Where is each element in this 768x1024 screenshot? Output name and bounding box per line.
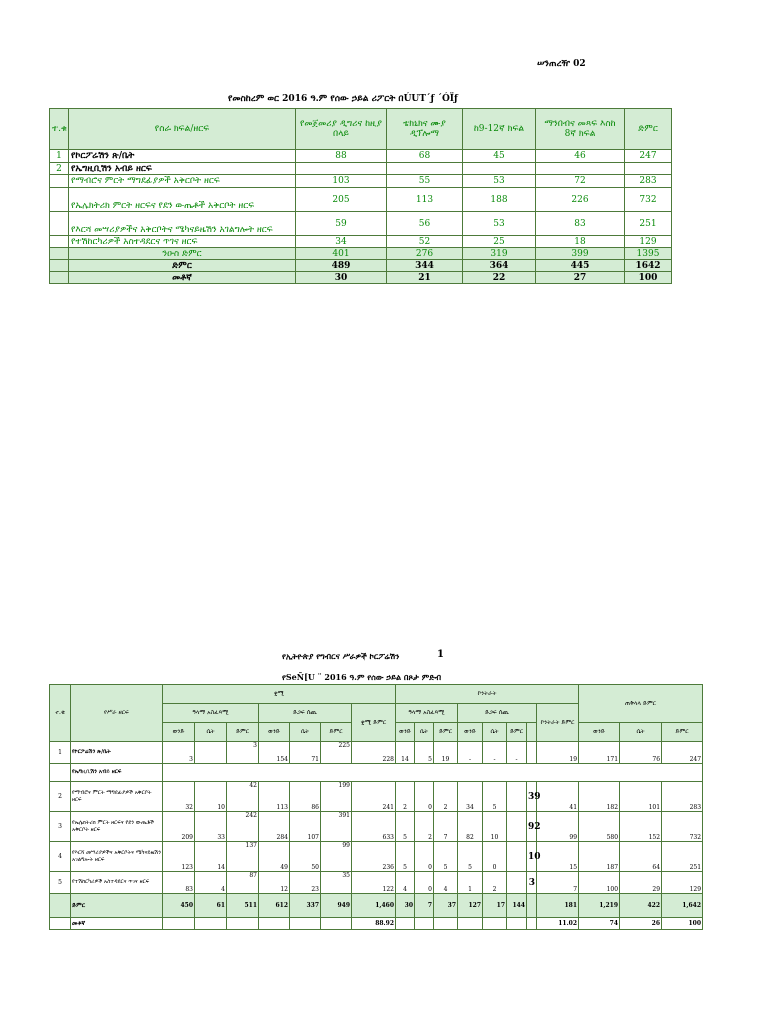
cell-value: 1642: [625, 260, 672, 272]
subtotal-label: ንዑስ ድምር: [69, 248, 296, 260]
row-number: [50, 236, 69, 248]
empty-cell: [50, 248, 69, 260]
cell-value: [259, 918, 290, 930]
cell-value: -: [483, 742, 507, 764]
cell-value: 247: [625, 150, 672, 163]
empty-cell: [50, 260, 69, 272]
cell-value: 399: [536, 248, 625, 260]
cell-value: 19: [434, 742, 458, 764]
cell-value: 99: [321, 842, 352, 872]
row-number: [50, 764, 71, 782]
cell-value: [483, 918, 507, 930]
row-label: የተሽከርካሪዎች አስተዳደርና ጥገና ዘርፍ: [69, 236, 296, 248]
cell-value: 29: [620, 872, 662, 894]
cell-value: 2: [396, 782, 415, 812]
cell-value: 3: [527, 872, 537, 894]
cell-value: 18: [536, 236, 625, 248]
cell-value: 30: [396, 894, 415, 918]
col-perm-group-b: ድጋፍ ሰጪ: [259, 704, 352, 723]
row-label: የማብሮና ምርት ማግደፊያዎች አቅርቦት ዘርፍ: [69, 175, 296, 188]
cell-value: [195, 742, 227, 764]
cell-value: 5: [396, 842, 415, 872]
cell-value: [434, 918, 458, 930]
percent-label: መቶኛ: [69, 272, 296, 284]
subheader: ድምር: [227, 723, 259, 742]
cell-value: 0: [415, 872, 434, 894]
cell-value: 242: [227, 812, 259, 842]
workforce-education-table: [49, 108, 672, 284]
row-label: የእርሻ መሣሪያዎችና አቅርቦትና ሜካናይዜሽን አገልግሎት ዘርፍ: [71, 842, 163, 872]
cell-value: 123: [163, 842, 195, 872]
cell-value: 10: [527, 842, 537, 872]
cell-value: 4: [195, 872, 227, 894]
empty-cell: [50, 272, 69, 284]
cell-value: 445: [536, 260, 625, 272]
cell-value: [527, 742, 537, 764]
subheader: ሴት: [483, 723, 507, 742]
cell-value: 30: [296, 272, 387, 284]
cell-value: 15: [537, 842, 579, 872]
cell-value: 247: [662, 742, 703, 764]
col-perm-group-a: ዓላማ አስፈጻሚ: [163, 704, 259, 723]
cell-value: [507, 842, 527, 872]
row-number: 5: [50, 872, 71, 894]
cell-value: 10: [195, 782, 227, 812]
cell-value: 187: [579, 842, 620, 872]
cell-value: [463, 163, 536, 175]
cell-value: 225: [321, 742, 352, 764]
cell-value: 34: [296, 236, 387, 248]
cell-value: 7: [415, 894, 434, 918]
table1-header-2: የመጀመሪያ ዲግሪና ከዚያ በላይ: [296, 109, 387, 150]
cell-value: 10: [483, 812, 507, 842]
cell-value: 32: [163, 782, 195, 812]
cell-value: [527, 894, 537, 918]
col-permanent: ቋሚ: [163, 685, 396, 704]
cell-value: 26: [620, 918, 662, 930]
row-number: 4: [50, 842, 71, 872]
table2-pct-row: [50, 918, 703, 930]
cell-value: 181: [537, 894, 579, 918]
sum-label: ድምር: [71, 894, 163, 918]
cell-value: 276: [387, 248, 463, 260]
cell-value: 87: [227, 872, 259, 894]
row-label: የኤሌክትሪክ ምርት ዘርፍና የደን ውጤቶች አቅርቦት ዘርፍ: [69, 188, 296, 212]
cell-value: 182: [579, 782, 620, 812]
col-unit: የሥራ ዘርፍ: [71, 685, 163, 742]
cell-value: -: [507, 742, 527, 764]
table1-header-6: ድምር: [625, 109, 672, 150]
cell-value: 113: [259, 782, 290, 812]
empty-cell: [50, 894, 71, 918]
cell-value: 100: [579, 872, 620, 894]
cell-value: 100: [662, 918, 703, 930]
cell-value: 99: [537, 812, 579, 842]
cell-value: 4: [434, 872, 458, 894]
table1-row: [50, 188, 672, 212]
cell-value: 35: [321, 872, 352, 894]
cell-value: 82: [458, 812, 483, 842]
cell-value: 144: [507, 894, 527, 918]
cell-value: 27: [536, 272, 625, 284]
cell-value: 88.92: [352, 918, 396, 930]
cell-value: 50: [290, 842, 321, 872]
cell-value: 580: [579, 812, 620, 842]
cell-value: 55: [387, 175, 463, 188]
row-number: 1: [50, 150, 69, 163]
cell-value: 113: [387, 188, 463, 212]
cell-value: 401: [296, 248, 387, 260]
subheader: ድምር: [321, 723, 352, 742]
cell-value: 88: [296, 150, 387, 163]
row-label: የኮርፖሬሽን ጽ/ቤት: [71, 742, 163, 764]
cell-value: 129: [625, 236, 672, 248]
cell-value: 732: [625, 188, 672, 212]
table1-row: [50, 163, 672, 175]
row-number: [50, 188, 69, 212]
subheader: ድምር: [507, 723, 527, 742]
cell-value: 11.02: [537, 918, 579, 930]
subheader: ወንድ: [458, 723, 483, 742]
cell-value: 2: [415, 812, 434, 842]
table1-header-5: ማንበብና መጻፍ እስከ 8ኛ ክፍል: [536, 109, 625, 150]
table2-row: [50, 842, 703, 872]
subheader: ድምር: [434, 723, 458, 742]
row-number: 1: [50, 742, 71, 764]
table1-row: [50, 175, 672, 188]
subheader: ሴት: [290, 723, 321, 742]
cell-value: 422: [620, 894, 662, 918]
cell-value: 100: [625, 272, 672, 284]
cell-value: 53: [463, 212, 536, 236]
cell-value: 633: [352, 812, 396, 842]
cell-value: 228: [352, 742, 396, 764]
cell-value: 42: [227, 782, 259, 812]
cell-value: [290, 918, 321, 930]
cell-value: 122: [352, 872, 396, 894]
cell-value: 53: [463, 175, 536, 188]
cell-value: [163, 918, 195, 930]
cell-value: [527, 918, 537, 930]
cell-value: [458, 918, 483, 930]
cell-value: 59: [296, 212, 387, 236]
table2-row: [50, 764, 703, 782]
cell-value: 209: [163, 812, 195, 842]
cell-value: [396, 918, 415, 930]
col-cont-group-b: ድጋፍ ሰጪ: [458, 704, 537, 723]
cell-value: 732: [662, 812, 703, 842]
subheader: ወንድ: [579, 723, 620, 742]
cell-value: 205: [296, 188, 387, 212]
cell-value: 226: [536, 188, 625, 212]
cell-value: 319: [463, 248, 536, 260]
empty-cell: [50, 918, 71, 930]
row-number: [50, 175, 69, 188]
cell-value: 5: [396, 812, 415, 842]
col-cont-group-a: ዓላማ አስፈጻሚ: [396, 704, 458, 723]
cell-value: 0: [415, 782, 434, 812]
subheader: ወንድ: [259, 723, 290, 742]
row-label: የኤግዚቢሽን አብይ ዘርፍ: [71, 764, 163, 782]
cell-value: [227, 918, 259, 930]
cell-value: 283: [625, 175, 672, 188]
cell-value: 68: [387, 150, 463, 163]
workforce-gender-table: [49, 684, 703, 930]
cell-value: 56: [387, 212, 463, 236]
cell-value: 72: [536, 175, 625, 188]
table1-header-1: የስራ ክፍል/ዘርፍ: [69, 109, 296, 150]
row-label: የኤሌክትሪክ ምርት ዘርፍና የደን ውጤቶች አቅርቦት ዘርፍ: [71, 812, 163, 842]
cell-value: 3: [227, 742, 259, 764]
cell-value: 71: [290, 742, 321, 764]
cell-value: 33: [195, 812, 227, 842]
row-label: የተሽከርካሪዎች አስተዳደርና ጥገና ዘርፍ: [71, 872, 163, 894]
cell-value: 129: [662, 872, 703, 894]
cell-value: 1,219: [579, 894, 620, 918]
table1-row: [50, 150, 672, 163]
table2-sum-row: [50, 894, 703, 918]
table1-header-3: ቴክኒክና ሙያ ዲፕሎማ: [387, 109, 463, 150]
table1-row: [50, 236, 672, 248]
cell-value: 284: [259, 812, 290, 842]
cell-value: 154: [259, 742, 290, 764]
cell-value: 612: [259, 894, 290, 918]
cell-value: 86: [290, 782, 321, 812]
row-number: 2: [50, 782, 71, 812]
cell-value: 1: [458, 872, 483, 894]
subheader: [527, 723, 537, 742]
cell-value: 17: [483, 894, 507, 918]
cell-value: [507, 812, 527, 842]
table1-title: የመስከረም ወር 2016 ዓ.ም የሰው ኃይል ሪፖርት በÚUT´ƒ ´ÓÏƒ: [228, 94, 458, 104]
cell-value: [507, 918, 527, 930]
cell-value: [536, 163, 625, 175]
table1-row: [50, 212, 672, 236]
cell-value: 49: [259, 842, 290, 872]
table2-title: የSeÑ[U ¨ 2016 ዓ.ም የሰው ኃይል በጾታ ምድብ: [282, 672, 442, 682]
subheader: ድምር: [662, 723, 703, 742]
cell-value: 251: [625, 212, 672, 236]
cell-value: 137: [227, 842, 259, 872]
cell-value: 391: [321, 812, 352, 842]
cell-value: 949: [321, 894, 352, 918]
cell-value: 39: [527, 782, 537, 812]
subheader: ወንድ: [396, 723, 415, 742]
cell-value: 45: [463, 150, 536, 163]
cell-value: [195, 918, 227, 930]
table2-number: 1: [437, 649, 444, 660]
cell-value: 251: [662, 842, 703, 872]
cell-value: [387, 163, 463, 175]
cell-value: 364: [463, 260, 536, 272]
cell-value: 46: [536, 150, 625, 163]
cell-value: 2: [434, 782, 458, 812]
cell-value: 22: [463, 272, 536, 284]
pct-label: መቶኛ: [71, 918, 163, 930]
cell-value: [507, 782, 527, 812]
table1-header-4: ከ9-12ኛ ክፍል: [463, 109, 536, 150]
cell-value: 0: [415, 842, 434, 872]
cell-value: 199: [321, 782, 352, 812]
cell-value: 107: [290, 812, 321, 842]
cell-value: 5: [434, 842, 458, 872]
cell-value: 21: [387, 272, 463, 284]
cell-value: [507, 872, 527, 894]
table1-header-0: ተ.ቁ: [50, 109, 69, 150]
row-number: 2: [50, 163, 69, 175]
cell-value: 7: [537, 872, 579, 894]
cell-value: 1395: [625, 248, 672, 260]
cell-value: 337: [290, 894, 321, 918]
total-label: ድምር: [69, 260, 296, 272]
cell-value: 41: [537, 782, 579, 812]
cell-value: 5: [483, 782, 507, 812]
cell-value: 83: [536, 212, 625, 236]
cell-value: 14: [396, 742, 415, 764]
row-label: የማብሮና ምርት ማግደፊያዎች አቅርቦት ዘርፍ: [71, 782, 163, 812]
cell-value: 2: [483, 872, 507, 894]
cell-value: 489: [296, 260, 387, 272]
row-label: የእርሻ መሣሪያዎችና አቅርቦትና ሜካናይዜሽን አገልግሎት ዘርፍ: [69, 212, 296, 236]
cell-value: 188: [463, 188, 536, 212]
cell-value: 236: [352, 842, 396, 872]
cell-value: 92: [527, 812, 537, 842]
col-perm-total: ቋሚ ድምር: [352, 704, 396, 742]
subheader: ወንድ: [163, 723, 195, 742]
cell-value: 1,460: [352, 894, 396, 918]
cell-value: 25: [463, 236, 536, 248]
row-number: 3: [50, 812, 71, 842]
cell-value: 171: [579, 742, 620, 764]
cell-value: 450: [163, 894, 195, 918]
cell-value: -: [458, 742, 483, 764]
subheader: ሴት: [620, 723, 662, 742]
table1-subtotal-row: [50, 248, 672, 260]
cell-value: 12: [259, 872, 290, 894]
row-number: [50, 212, 69, 236]
table1-total-row: [50, 260, 672, 272]
cell-value: 511: [227, 894, 259, 918]
cell-value: 61: [195, 894, 227, 918]
subheader: ሴት: [195, 723, 227, 742]
col-cont-total: ኮንትራት ድምር: [537, 704, 579, 742]
cell-value: 19: [537, 742, 579, 764]
cell-value: 101: [620, 782, 662, 812]
cell-value: [321, 918, 352, 930]
cell-value: 83: [163, 872, 195, 894]
table1-percent-row: [50, 272, 672, 284]
cell-value: 152: [620, 812, 662, 842]
cell-value: 52: [387, 236, 463, 248]
cell-value: 23: [290, 872, 321, 894]
cell-value: [415, 918, 434, 930]
cell-value: 1,642: [662, 894, 703, 918]
cell-value: 64: [620, 842, 662, 872]
cell-value: [625, 163, 672, 175]
table2-row: [50, 782, 703, 812]
cell-value: 103: [296, 175, 387, 188]
cell-value: 4: [396, 872, 415, 894]
col-no: ተ.ቁ: [50, 685, 71, 742]
col-contract: ኮንትራት: [396, 685, 579, 704]
cell-value: 74: [579, 918, 620, 930]
empty-cell: [163, 764, 703, 782]
table2-row: [50, 742, 703, 764]
cell-value: 344: [387, 260, 463, 272]
cell-value: [296, 163, 387, 175]
table2-row: [50, 812, 703, 842]
table2-row: [50, 872, 703, 894]
subheader: ሴት: [415, 723, 434, 742]
cell-value: 14: [195, 842, 227, 872]
cell-value: 3: [163, 742, 195, 764]
cell-value: 5: [458, 842, 483, 872]
cell-value: 34: [458, 782, 483, 812]
col-grand-total: ጠቅላላ ድምር: [579, 685, 703, 723]
cell-value: 5: [415, 742, 434, 764]
table2-organization: የኢትዮጵያ የግብርና ሥራዎች ኮርፖሬሽን: [282, 651, 400, 661]
cell-value: 241: [352, 782, 396, 812]
row-label: የኤግዚቢሽን አብይ ዘርፍ: [69, 163, 296, 175]
cell-value: 0: [483, 842, 507, 872]
cell-value: 7: [434, 812, 458, 842]
cell-value: 283: [662, 782, 703, 812]
row-label: የኮርፖሬሽን ጽ/ቤት: [69, 150, 296, 163]
page-reference: ሠንጠረዥ 02: [537, 59, 586, 69]
cell-value: 37: [434, 894, 458, 918]
cell-value: 127: [458, 894, 483, 918]
cell-value: 76: [620, 742, 662, 764]
